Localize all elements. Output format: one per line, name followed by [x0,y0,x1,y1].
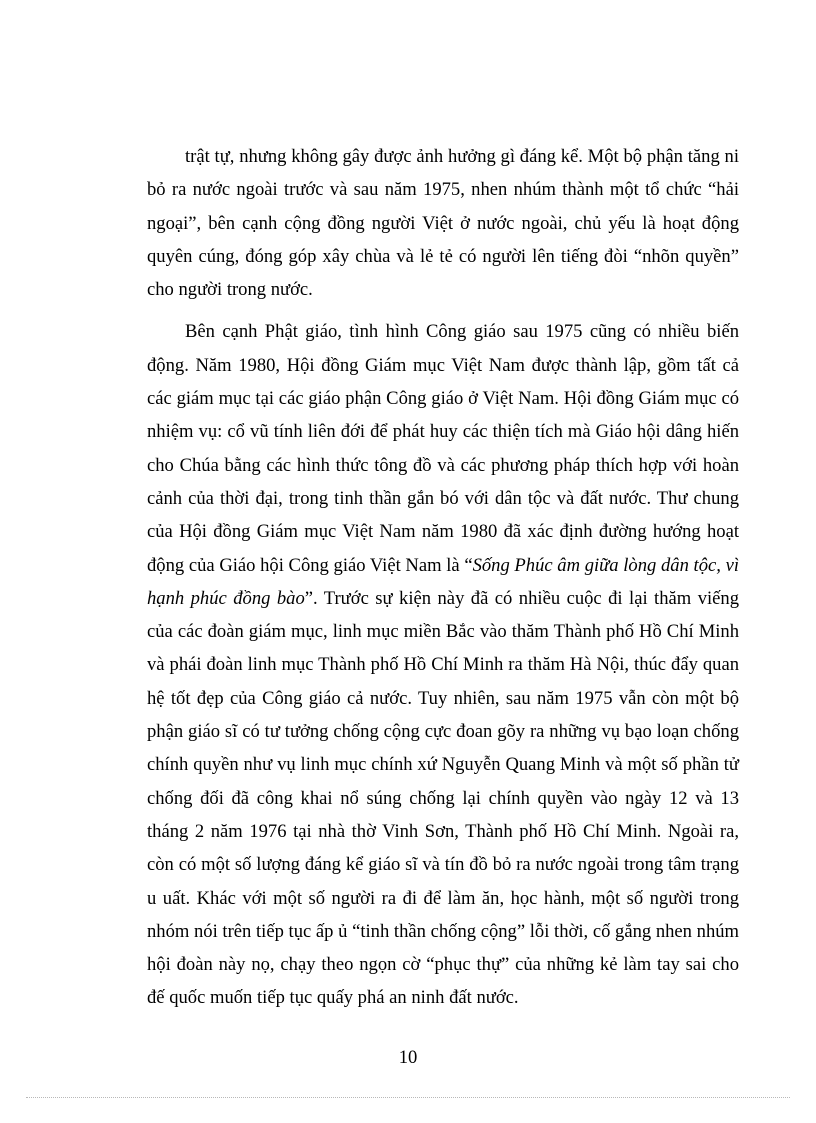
page-body [147,140,739,1024]
paragraph-2 [147,315,739,1014]
footer-dotted-rule [26,1097,790,1098]
paragraph-2-italic-quote: Sống Phúc âm giữa lòng dân tộc, vì hạnh phúc đồng bào [147,554,739,609]
paragraph-2-text-b: ”. Trước sự kiện này đã có nhiều cuộc đi lại thăm viếng của các đoàn giám mục, linh mục miền Bắc vào thăm Thành phố Hồ Chí Minh và phái đoàn linh mục Thành phố Hồ Chí Minh ra thăm Hà Nội, thúc đẩy quan hệ tốt đẹp của Công giáo cả nước. Tuy nhiên, sau năm 1975 vẫn còn một bộ phận giáo sĩ có tư tưởng chống cộng cực đoan gõy ra những vụ bạo loạn chống chính quyền như vụ linh mục chính xứ Nguyễn Quang Minh và một số phần tử chống đối đã công khai nổ súng chống lại chính quyền vào ngày 12 và 13 tháng 2 năm 1976 tại nhà thờ Vinh Sơn, Thành phố Hồ Chí Minh. Ngoài ra, còn có một số lượng đáng kể giáo sĩ và tín đồ bỏ ra nước ngoài trong tâm trạng u uất. Khác với một số người ra đi để làm ăn, học hành, một số người trong nhóm nói trên tiếp tục ấp ủ “tinh thần chống cộng” lỗi thời, cố gắng nhen nhúm hội đoàn này nọ, chạy theo ngọn cờ “phục thự” của những kẻ làm tay sai cho đế quốc muốn tiếp tục quấy phá an ninh đất nước. [147,587,739,1009]
paragraph-1-text: trật tự, nhưng không gây được ảnh hưởng gì đáng kể. Một bộ phận tăng ni bỏ ra nước ngoài trước và sau năm 1975, nhen nhúm thành một tổ chức “hải ngoại”, bên cạnh cộng đồng người Việt ở nước ngoài, chủ yếu là hoạt động quyên cúng, đóng góp xây chùa và lẻ tẻ có người lên tiếng đòi “nhõn quyền” cho người trong nước. [147,146,739,301]
paragraph-2-text-a: Bên cạnh Phật giáo, tình hình Công giáo sau 1975 cũng có nhiều biến động. Năm 1980, Hội đồng Giám mục Việt Nam được thành lập, gồm tất cả các giám mục tại các giáo phận Công giáo ở Việt Nam. Hội đồng Giám mục có nhiệm vụ: cổ vũ tính liên đới để phát huy các thiện tích mà Giáo hội dâng hiến cho Chúa bằng các hình thức tông đồ và các phương pháp thích hợp với hoàn cảnh của thời đại, trong tinh thần gắn bó với dân tộc và đất nước. Thư chung của Hội đồng Giám mục Việt Nam năm 1980 đã xác định đường hướng hoạt động của Giáo hội Công giáo Việt Nam là “ [147,321,739,576]
paragraph-1 [147,140,739,306]
page-number: 10 [398,1047,418,1068]
